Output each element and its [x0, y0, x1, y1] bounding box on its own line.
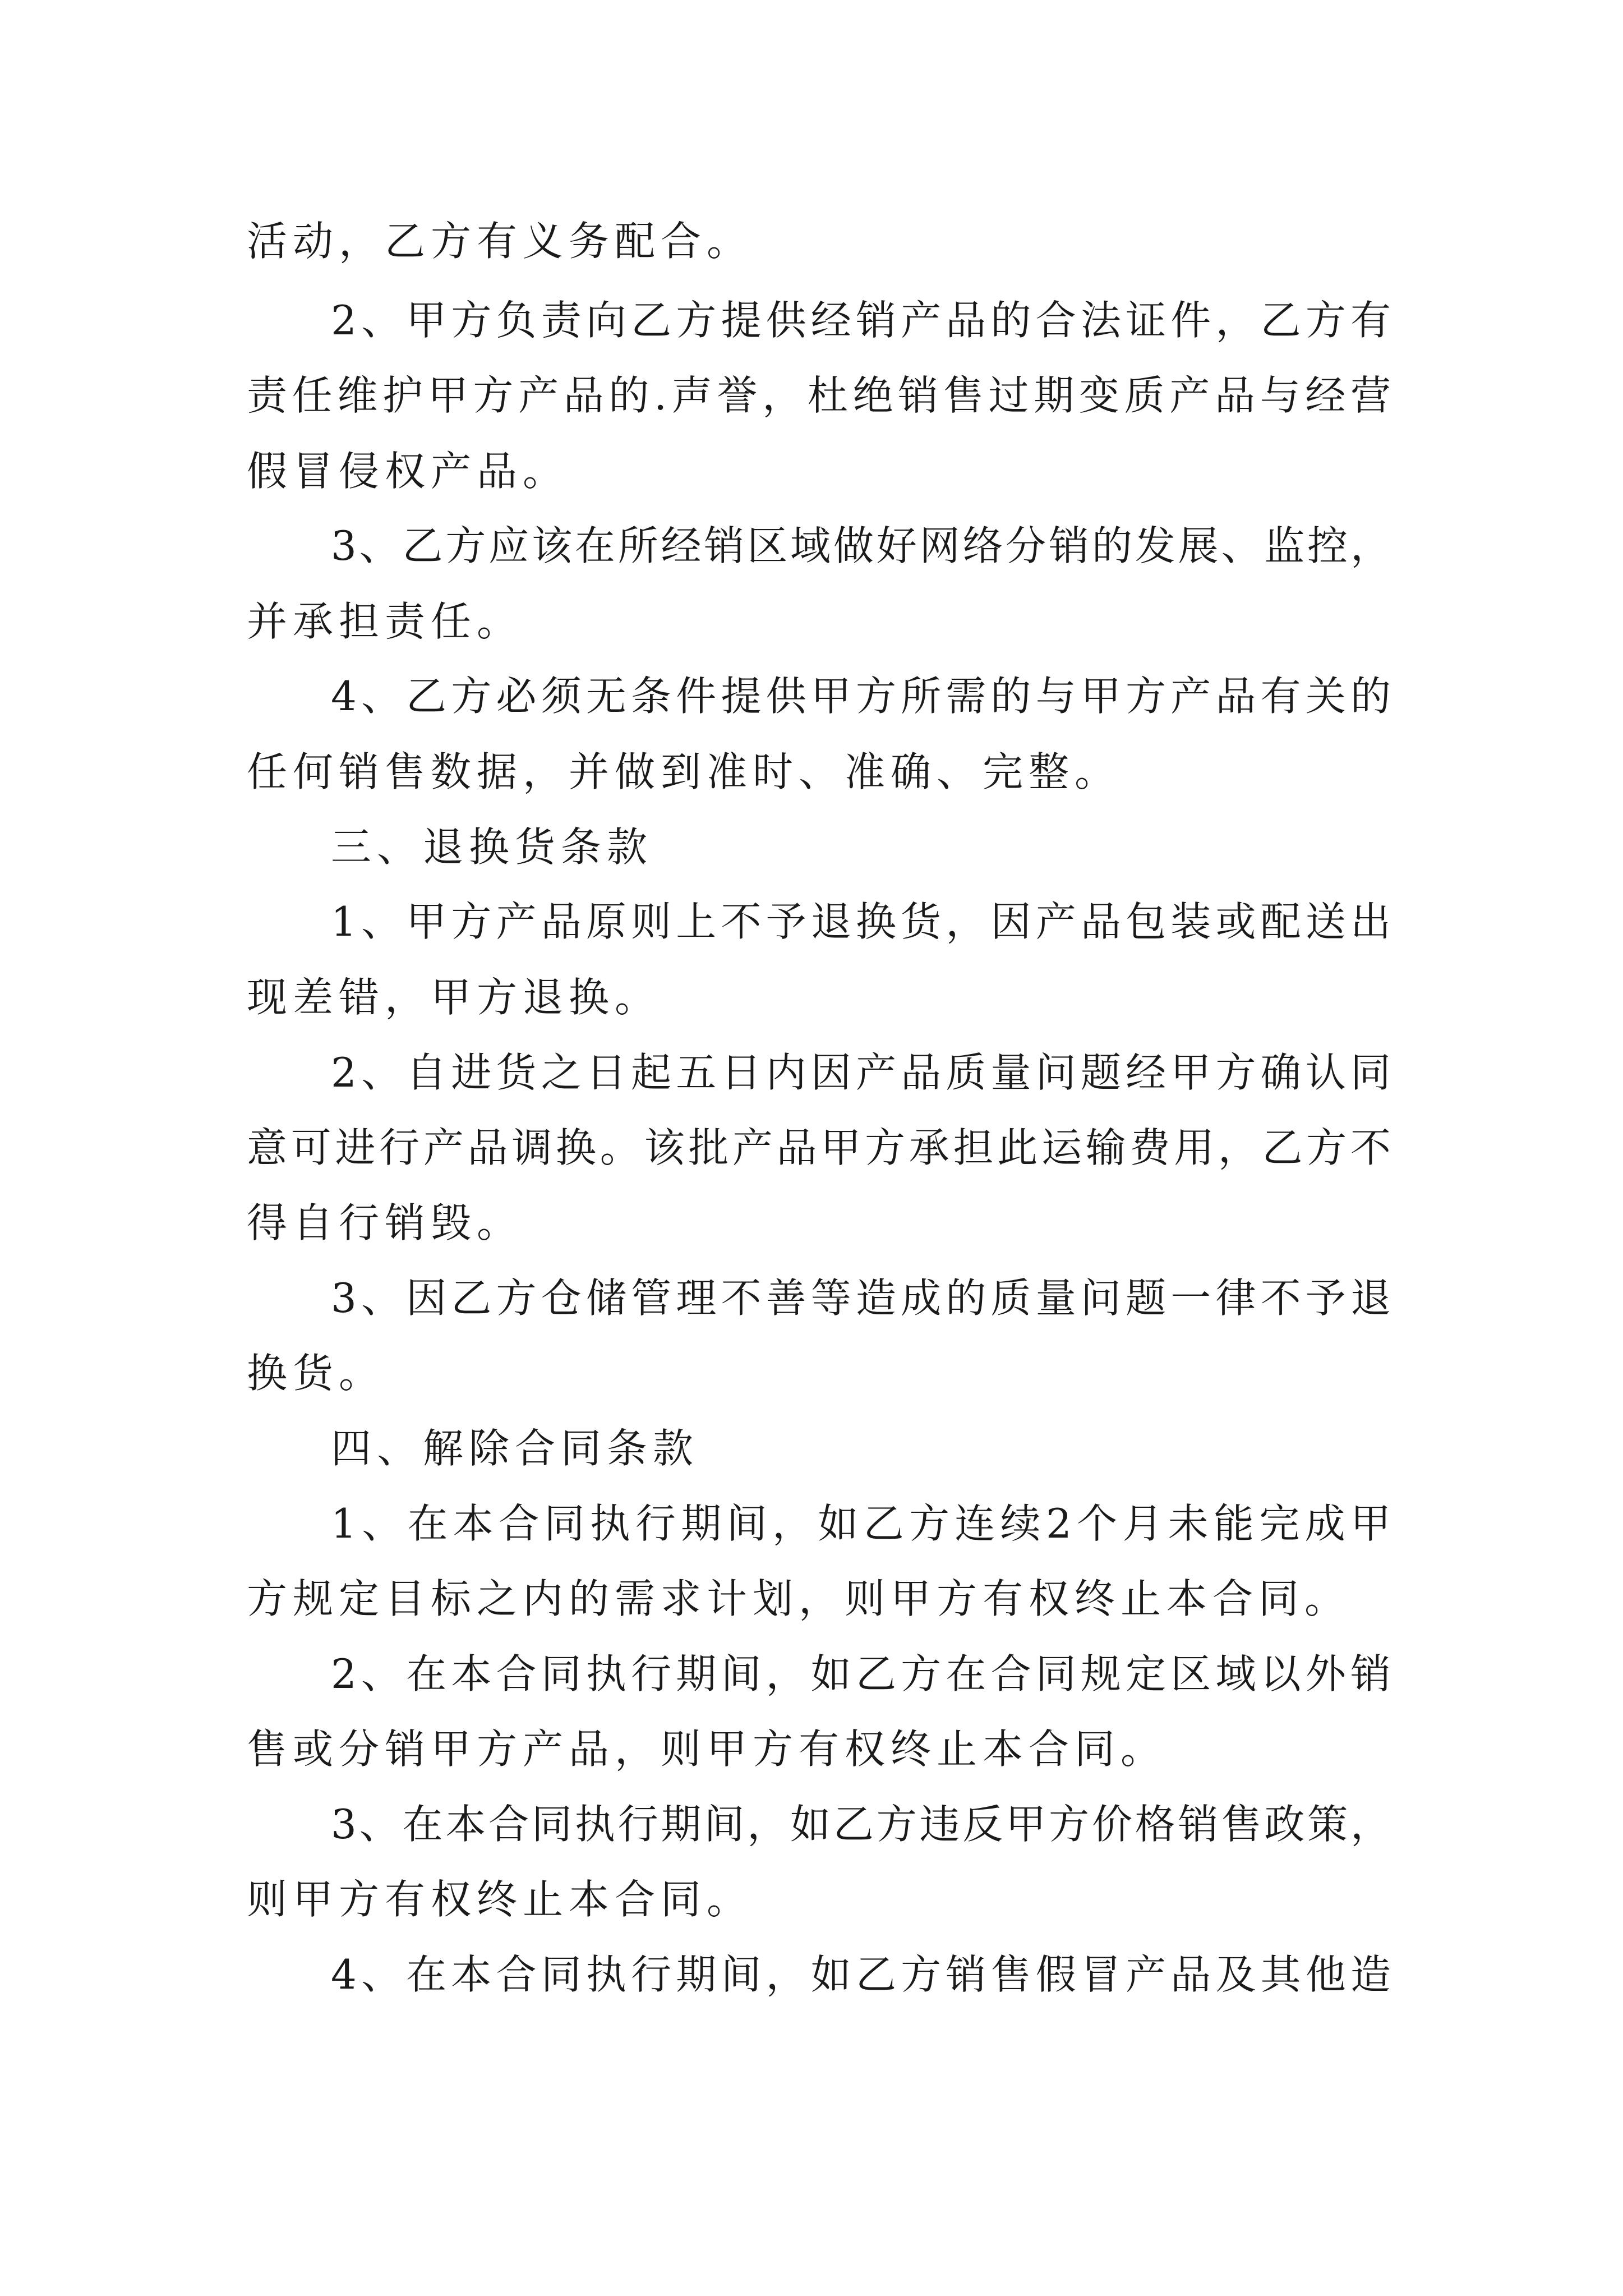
- paragraph-line: 3、乙方应该在所经销区域做好网络分销的发展、监控，: [331, 522, 1391, 569]
- paragraph-line: 3、在本合同执行期间，如乙方违反甲方价格销售政策，: [331, 1801, 1391, 1848]
- section-heading: 四、解除合同条款: [331, 1425, 699, 1472]
- paragraph-line: 活动，乙方有义务配合。: [247, 218, 753, 265]
- paragraph-line: 并承担责任。: [247, 598, 523, 645]
- paragraph-line: 3、因乙方仓储管理不善等造成的质量问题一律不予退: [331, 1274, 1391, 1322]
- paragraph-line: 任何销售数据，并做到准时、准确、完整。: [247, 748, 1121, 795]
- section-heading: 三、退换货条款: [331, 823, 653, 871]
- paragraph-line: 换货。: [247, 1350, 385, 1397]
- paragraph-line: 4、乙方必须无条件提供甲方所需的与甲方产品有关的: [331, 673, 1391, 720]
- paragraph-line: 现差错，甲方退换。: [247, 974, 661, 1021]
- paragraph-line: 则甲方有权终止本合同。: [247, 1876, 753, 1923]
- paragraph-line: 得自行销毁。: [247, 1199, 523, 1246]
- paragraph-line: 责任维护甲方产品的.声誉，杜绝销售过期变质产品与经营: [247, 372, 1391, 419]
- paragraph-line: 4、在本合同执行期间，如乙方销售假冒产品及其他造: [331, 1951, 1391, 1998]
- paragraph-line: 1、在本合同执行期间，如乙方连续2个月未能完成甲: [331, 1500, 1391, 1547]
- paragraph-line: 2、自进货之日起五日内因产品质量问题经甲方确认同: [331, 1049, 1391, 1096]
- paragraph-line: 2、在本合同执行期间，如乙方在合同规定区域以外销: [331, 1650, 1391, 1697]
- paragraph-line: 意可进行产品调换。该批产品甲方承担此运输费用，乙方不: [247, 1124, 1391, 1171]
- paragraph-line: 方规定目标之内的需求计划，则甲方有权终止本合同。: [247, 1575, 1351, 1622]
- paragraph-line: 2、甲方负责向乙方提供经销产品的合法证件，乙方有: [331, 297, 1391, 344]
- paragraph-line: 1、甲方产品原则上不予退换货，因产品包装或配送出: [331, 898, 1391, 945]
- paragraph-line: 假冒侵权产品。: [247, 448, 569, 495]
- paragraph-line: 售或分销甲方产品，则甲方有权终止本合同。: [247, 1726, 1167, 1773]
